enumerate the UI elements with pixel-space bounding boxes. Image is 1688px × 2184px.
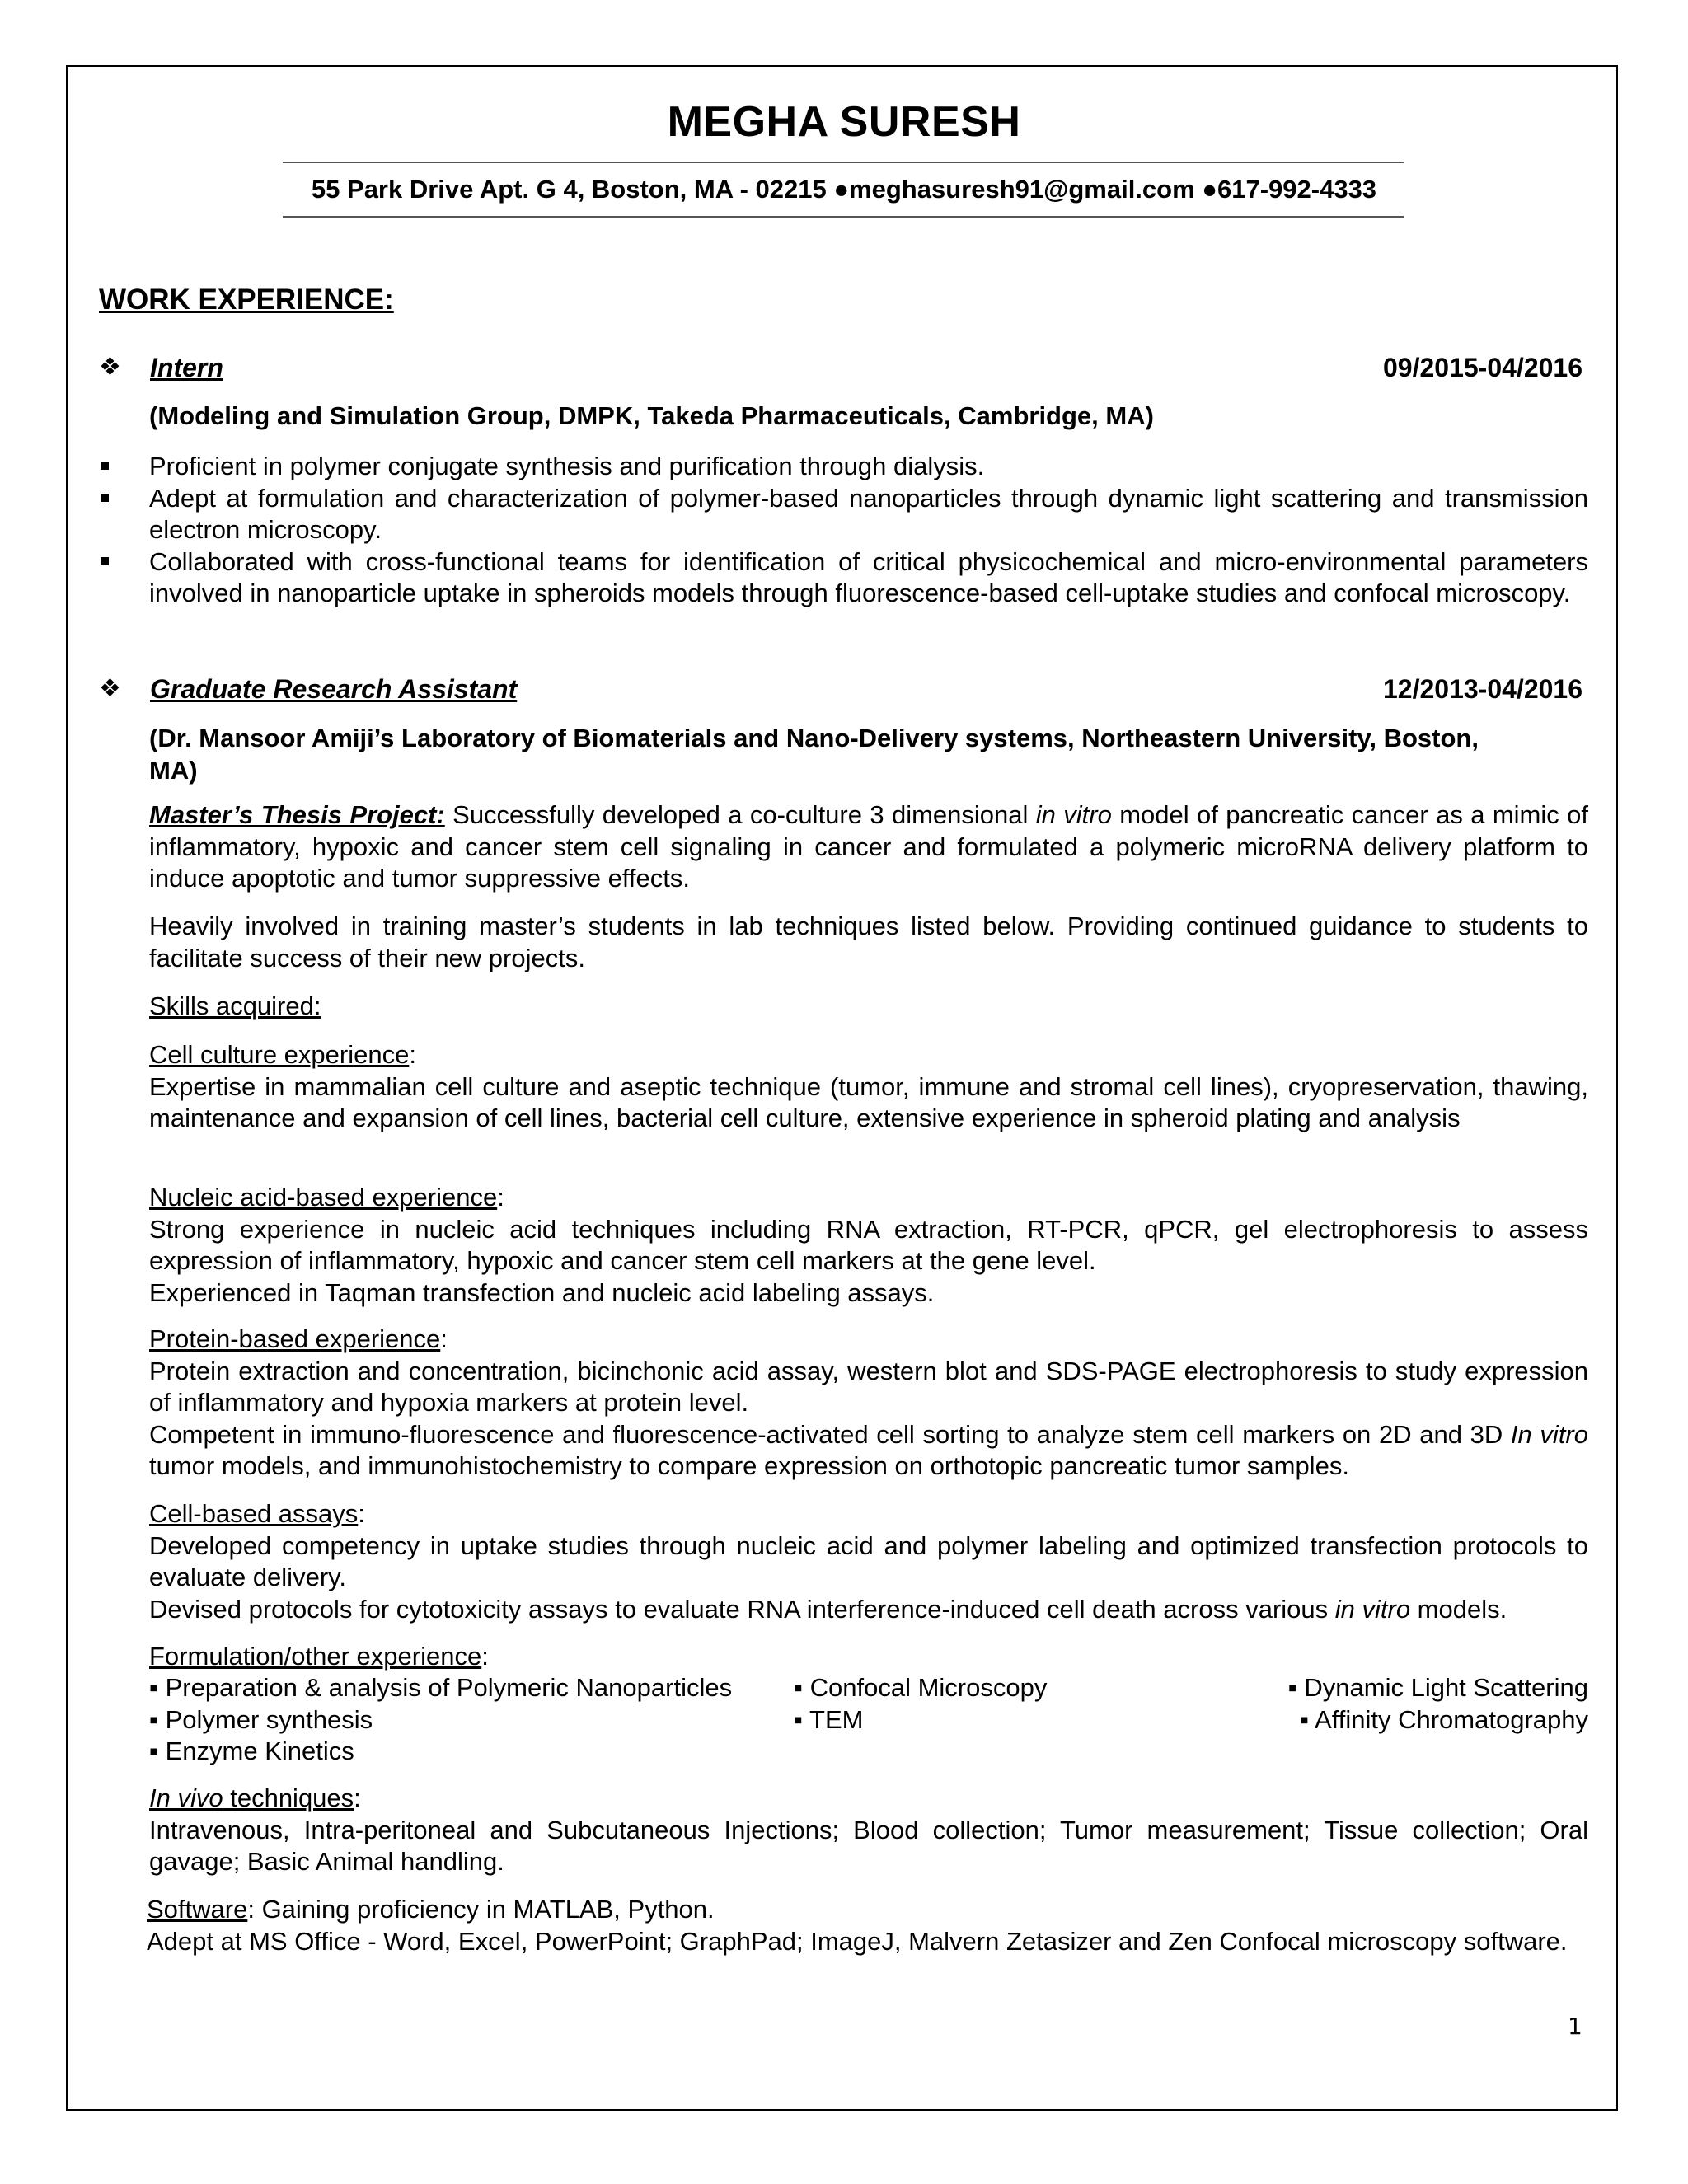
job-organization: (Dr. Mansoor Amiji’s Laboratory of Biomaterials and Nano-Delivery systems, Northeastern University, Boston, MA) [149,724,1479,785]
list-item: ▪ Dynamic Light Scattering [1287,1673,1588,1702]
job-entry-intern [99,353,1582,390]
list-item: Collaborated with cross-functional teams for identification of critical physicochemical and micro-environmental parameters involved in nanoparticle uptake in spheroids models through fluorescence-based cell-uptake studies and confocal microscopy. [99,546,1588,610]
job-dates: 09/2015-04/2016 [1383,353,1582,382]
skills-heading: Skills acquired: [149,991,321,1020]
job-bullets [99,451,1588,610]
protein-section: Protein-based experience: Protein extraction and concentration, bicinchonic acid assay, western blot and SDS-PAGE electrophoresis to study expression of inflammatory and hypoxia markers at protein level. Competent in immuno-fluorescence and fluorescence-activated cell sorting to analyze stem cell markers on 2D and 3D In vitro tumor models, and immunohistochemistry to compare expression on orthotopic pancreatic tumor samples. [149,1324,1588,1480]
job-title: Intern [150,353,223,382]
square-bullet-icon [101,557,109,565]
list-item: ▪ TEM [794,1704,864,1734]
job-dates: 12/2013-04/2016 [1383,674,1582,704]
job-title: Graduate Research Assistant [150,674,518,704]
formulation-list [149,1672,1588,1768]
cell-culture-section: Cell culture experience: Expertise in mammalian cell culture and aseptic technique (tumor, immune and stromal cell lines), cryopreservation, thawing, maintenance and expansion of cell lines, bacterial cell culture, extensive experience in spheroid plating and analysis [149,1040,1588,1132]
cell-based-assays-section: Cell-based assays: Developed competency in uptake studies through nucleic acid and polymer labeling and optimized transfection protocols to evaluate delivery. Devised protocols for cytotoxicity assays to evaluate RNA interference-induced cell death across various in vitro models. [149,1499,1588,1624]
header-rule-bottom [283,216,1404,218]
list-item: ▪ Polymer synthesis [149,1704,373,1734]
resume-name: MEGHA SURESH [667,98,1021,146]
list-item: ▪ Enzyme Kinetics [149,1736,354,1765]
job-entry-graduate-research-assistant [99,674,1582,711]
square-bullet-icon [101,462,109,470]
page-number: 1 [1568,2013,1582,2040]
list-item: ▪ Preparation & analysis of Polymeric Nanoparticles [149,1673,733,1702]
formulation-heading: Formulation/other experience: [149,1642,489,1671]
nucleic-acid-section: Nucleic acid-based experience: Strong experience in nucleic acid techniques including RNA extraction, RT-PCR, qPCR, gel electrophoresis to assess expression of inflammatory, hypoxic and cancer stem cell markers at the gene level. Experienced in Taqman transfection and nucleic acid labeling assays. [149,1183,1588,1307]
diamond-bullet-icon: ❖ [99,354,121,381]
in-vivo-section: In vivo techniques: Intravenous, Intra-peritoneal and Subcutaneous Injections; Blood collection; Tumor measurement; Tissue collection; Oral gavage; Basic Animal handling. [149,1783,1588,1876]
list-item: Adept at formulation and characterization of polymer-based nanoparticles through dynamic light scattering and transmission electron microscopy. [99,483,1588,546]
software-section: Software: Gaining proficiency in MATLAB, Python. Adept at MS Office - Word, Excel, PowerPoint; GraphPad; ImageJ, Malvern Zetasizer and Zen Confocal microscopy software. [147,1895,1568,1956]
training-paragraph: Heavily involved in training master’s students in lab techniques listed below. Providing continued guidance to students to facilitate success of their new projects. [149,912,1588,972]
contact-line: 55 Park Drive Apt. G 4, Boston, MA - 02215 ●meghasuresh91@gmail.com ●617-992-4333 [311,175,1377,204]
list-item: Proficient in polymer conjugate synthesis and purification through dialysis. [99,451,1588,483]
square-bullet-icon [101,494,109,502]
section-heading-work-experience: WORK EXPERIENCE: [99,284,394,316]
header-rule-top [283,162,1404,163]
diamond-bullet-icon: ❖ [99,675,121,702]
list-item: ▪ Confocal Microscopy [794,1673,1048,1702]
list-item: ▪ Affinity Chromatography [1300,1704,1588,1734]
job-organization: (Modeling and Simulation Group, DMPK, Takeda Pharmaceuticals, Cambridge, MA) [149,401,1154,430]
thesis-paragraph: Master’s Thesis Project: Successfully developed a co-culture 3 dimensional in vitro model of pancreatic cancer as a mimic of inflammatory, hypoxic and cancer stem cell signaling in cancer and formulated a polymeric microRNA delivery platform to induce apoptotic and tumor suppressive effects. [149,800,1588,893]
